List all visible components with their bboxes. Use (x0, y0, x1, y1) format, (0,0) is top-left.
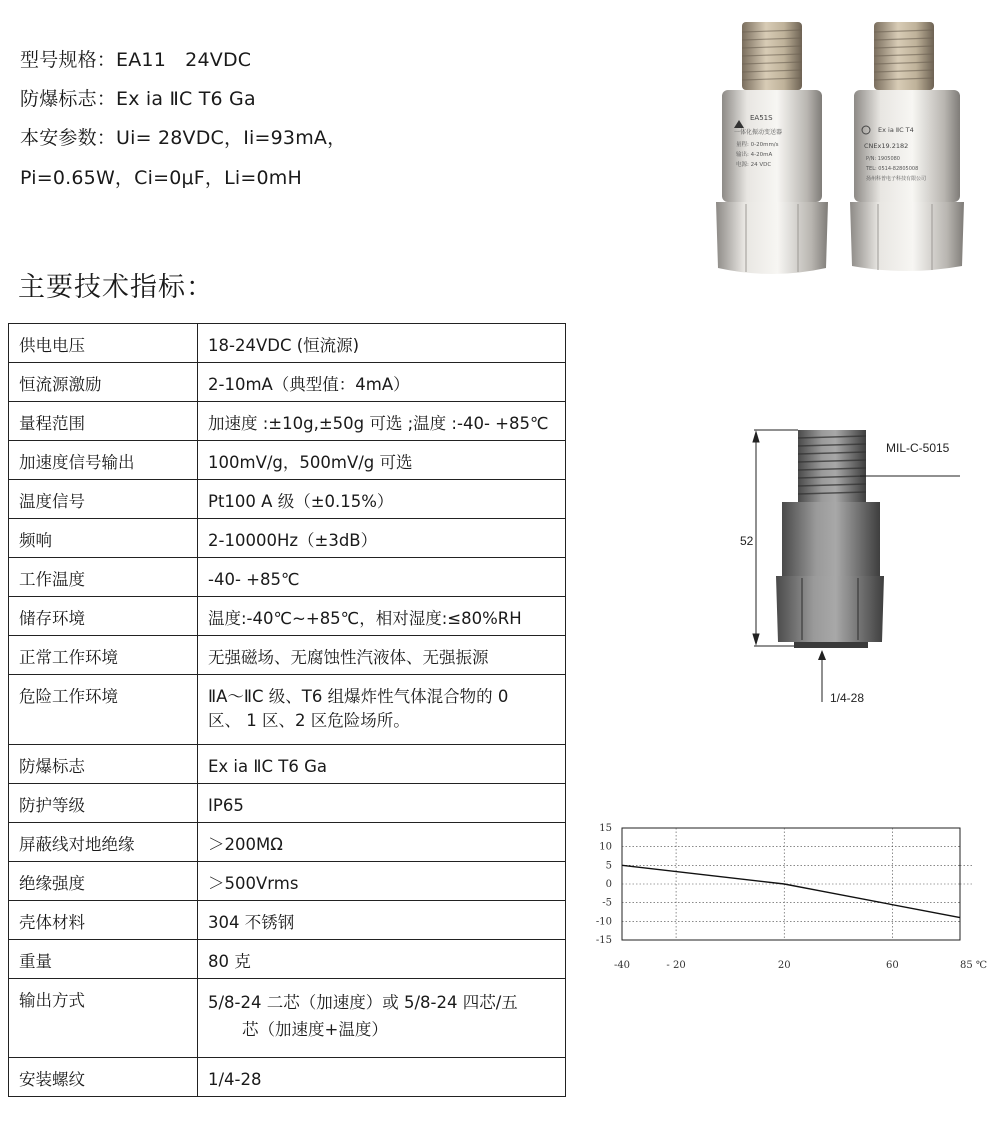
chart-series-line (622, 865, 960, 917)
spec-label: 恒流源激励 (9, 363, 198, 402)
table-row (9, 324, 566, 363)
y-tick-label: 10 (599, 841, 612, 853)
sensor-right (850, 22, 964, 271)
spec-label: 加速度信号输出 (9, 441, 198, 480)
spec-value: 无强磁场、无腐蚀性汽液体、无强振源 (198, 636, 566, 675)
table-row (9, 940, 566, 979)
spec-label: 量程范围 (9, 402, 198, 441)
y-tick-label: -10 (595, 916, 612, 928)
x-tick-label: -40 (613, 960, 631, 971)
spec-value: 1/4-28 (198, 1058, 566, 1097)
table-row (9, 441, 566, 480)
sensor-thread (798, 430, 866, 502)
spec-label: 防护等级 (9, 784, 198, 823)
spec-value: -40- +85℃ (198, 558, 566, 597)
spec-label: 正常工作环境 (9, 636, 198, 675)
sensor-body (782, 502, 880, 576)
table-row (9, 1058, 566, 1097)
spec-value (198, 979, 566, 1058)
table-row (9, 675, 566, 745)
y-tick-label: -15 (595, 935, 612, 946)
spec-value-line: 区、 1 区、2 区危险场所。 (208, 711, 410, 730)
intrinsic-params-line-2: Pi=0.65W，Ci=0μF，Li=0mH (20, 167, 302, 189)
spec-label: 绝缘强度 (9, 862, 198, 901)
spec-value: Ex ia ⅡC T6 Ga (198, 745, 566, 784)
sensor-left-label-2: 一体化振动变送器 (734, 129, 783, 136)
intrinsic-params-line: 本安参数：Ui= 28VDC，Ii=93mA， (20, 127, 347, 149)
product-photo (706, 18, 976, 278)
spec-value: 2-10000Hz（±3dB） (198, 519, 566, 558)
x-tick-label: 85 ℃ (960, 960, 988, 971)
table-row (9, 402, 566, 441)
sensor-left-label-1: EA51S (750, 114, 773, 122)
spec-label: 工作温度 (9, 558, 198, 597)
table-row (9, 597, 566, 636)
spec-label: 安装螺纹 (9, 1058, 198, 1097)
spec-value-line: ⅡA～ⅡC 级、T6 组爆炸性气体混合物的 0 (208, 687, 509, 706)
section-title: 主要技术指标： (18, 272, 214, 303)
spec-value: ＞200MΩ (198, 823, 566, 862)
sensor-left-label-4: 输出: 4-20mA (736, 152, 773, 158)
y-tick-label: 0 (605, 879, 612, 890)
connector-label: MIL-C-5015 (886, 441, 950, 455)
specs-table (8, 323, 566, 1097)
sensor-left (716, 22, 828, 274)
spec-value: 304 不锈钢 (198, 901, 566, 940)
spec-value: IP65 (198, 784, 566, 823)
spec-label: 屏蔽线对地绝缘 (9, 823, 198, 862)
table-row (9, 519, 566, 558)
model-spec-line: 型号规格：EA11 24VDC (20, 49, 252, 71)
table-row (9, 784, 566, 823)
spec-value: Pt100 A 级（±0.15%） (198, 480, 566, 519)
sensor-right-label-3: P/N: 1905080 (866, 156, 900, 162)
table-row (9, 558, 566, 597)
temperature-curve-chart (580, 815, 988, 990)
spec-label: 危险工作环境 (9, 675, 198, 745)
x-tick-label: 60 (886, 960, 899, 971)
sensor-left-label-3: 量程: 0-20mm/s (736, 142, 779, 148)
spec-label: 频响 (9, 519, 198, 558)
table-row (9, 862, 566, 901)
explosion-mark-line: 防爆标志：Ex ia ⅡC T6 Ga (20, 88, 256, 110)
spec-value-line: 5/8-24 二芯（加速度）或 5/8-24 四芯/五 (208, 993, 518, 1012)
spec-label: 储存环境 (9, 597, 198, 636)
sensor-right-label-4: TEL: 0514-82805008 (866, 166, 919, 172)
spec-value: 2-10mA（典型值：4mA） (198, 363, 566, 402)
spec-label: 重量 (9, 940, 198, 979)
spec-label: 壳体材料 (9, 901, 198, 940)
spec-label: 温度信号 (9, 480, 198, 519)
spec-value: 加速度 :±10g,±50g 可选 ;温度 :-40- +85℃ (198, 402, 566, 441)
spec-value (198, 675, 566, 745)
table-row (9, 979, 566, 1058)
spec-value-line: 芯（加速度+温度） (242, 1020, 388, 1039)
height-label: 52 (740, 534, 754, 548)
thread-arrow (818, 650, 826, 660)
sensor-right-label-2: CNEx19.2182 (864, 142, 909, 150)
sensor-hex-base (776, 576, 884, 648)
spec-value: 80 克 (198, 940, 566, 979)
x-tick-label: - 20 (666, 960, 686, 971)
y-tick-label: 5 (605, 860, 612, 872)
spec-label: 供电电压 (9, 324, 198, 363)
spec-value: 温度:-40℃~+85℃，相对湿度:≤80%RH (198, 597, 566, 636)
sensor-right-label-1: Ex ia ⅡC T4 (878, 126, 914, 134)
spec-value: 100mV/g，500mV/g 可选 (198, 441, 566, 480)
thread-label: 1/4-28 (830, 691, 865, 705)
dimension-drawing (720, 420, 990, 720)
spec-label: 防爆标志 (9, 745, 198, 784)
y-tick-label: 15 (599, 823, 612, 834)
table-row (9, 636, 566, 675)
table-row (9, 480, 566, 519)
spec-label: 输出方式 (9, 979, 198, 1058)
spec-value: ＞500Vrms (198, 862, 566, 901)
sensor-left-label-5: 电源: 24 VDC (736, 162, 772, 168)
sensor-right-label-5: 扬州科普电子科技有限公司 (866, 176, 927, 182)
table-row (9, 363, 566, 402)
table-row (9, 745, 566, 784)
spec-value: 18-24VDC (恒流源) (198, 324, 566, 363)
table-row (9, 823, 566, 862)
x-tick-label: 20 (777, 960, 791, 971)
table-row (9, 901, 566, 940)
y-tick-label: -5 (602, 897, 612, 909)
